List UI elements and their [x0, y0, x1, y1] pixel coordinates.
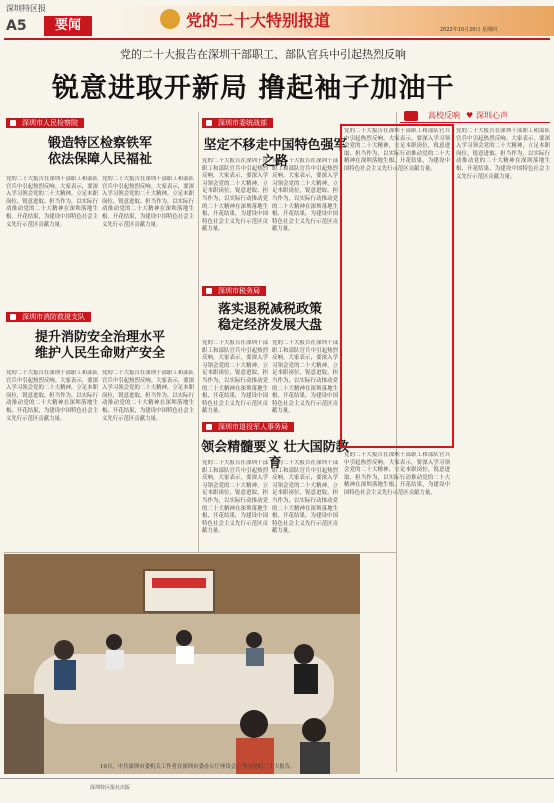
- subhead-line: 提升消防安全治理水平: [34, 330, 165, 345]
- section-body: 党的二十大报告在深圳干部职工和部队官兵中引起热烈反响。大家表示，要深入学习领会党的二十大精神，立足本职岗位，锐意进取、担当作为，以实际行动推动党的二十大精神在深圳落地生根、开花结果，为建设中国特色社会主义先行示范区贡献力量。: [272, 460, 338, 535]
- section-body: 党的二十大报告在深圳干部职工和部队官兵中引起热烈反响。大家表示，要深入学习领会党的二十大精神，立足本职岗位，锐意进取、担当作为，以实际行动推动党的二十大精神在深圳落地生根、开花结果，为建设中国特色社会主义先行示范区贡献力量。: [202, 158, 268, 233]
- section-body: 党的二十大报告在深圳干部职工和部队官兵中引起热烈反响。大家表示，要深入学习领会党的二十大精神，立足本职岗位，锐意进取、担当作为，以实际行动推动党的二十大精神在深圳落地生根、开花结果，为建设中国特色社会主义先行示范区贡献力量。: [6, 176, 98, 228]
- section-name: 要闻: [44, 16, 92, 36]
- masthead: [0, 0, 554, 40]
- section-subhead: [10, 136, 190, 168]
- section-body: 党的二十大报告在深圳干部职工和部队官兵中引起热烈反响。大家表示，要深入学习领会党的二十大精神，立足本职岗位，锐意进取、担当作为，以实际行动推动党的二十大精神在深圳落地生根、开花结果，为建设中国特色社会主义先行示范区贡献力量。: [272, 340, 338, 415]
- right-column-header: [400, 110, 550, 123]
- section-label: 深圳市人民检察院: [6, 118, 84, 128]
- special-report-banner: 党的二十大特别报道: [186, 11, 331, 30]
- right-column-body: 党的二十大报告在深圳干部职工和部队官兵中引起热烈反响。大家表示，要深入学习领会党的二十大精神，立足本职岗位，锐意进取、担当作为，以实际行动推动党的二十大精神在深圳落地生根、开花结果，为建设中国特色社会主义先行示范区贡献力量。: [344, 452, 450, 496]
- column-rule: [198, 112, 199, 552]
- highlight-box: [340, 124, 454, 448]
- section-label: 深圳市退役军人事务局: [202, 422, 294, 432]
- section-subhead: 领会精髓要义 壮大国防教育: [201, 440, 349, 471]
- highlighted-body: 党的二十大报告在深圳干部职工和部队官兵中引起热烈反响。大家表示，要深入学习领会党的二十大精神，立足本职岗位，锐意进取、担当作为，以实际行动推动党的二十大精神在深圳落地生根、开花结果，为建设中国特色社会主义先行示范区贡献力量。: [344, 128, 450, 172]
- party-emblem-icon: [160, 9, 180, 29]
- row-rule: [4, 552, 396, 553]
- right-column-body: 党的二十大报告在深圳干部职工和部队官兵中引起热烈反响。大家表示，要深入学习领会党的二十大精神，立足本职岗位，锐意进取、担当作为，以实际行动推动党的二十大精神在深圳落地生根、开花结果，为建设中国特色社会主义先行示范区贡献力量。: [456, 128, 550, 180]
- thumb-icon: [404, 111, 418, 121]
- section-subhead: [200, 302, 340, 334]
- divider: [4, 38, 550, 40]
- tag-right: 深圳心声: [476, 111, 508, 120]
- section-body: 党的二十大报告在深圳干部职工和部队官兵中引起热烈反响。大家表示，要深入学习领会党的二十大精神，立足本职岗位，锐意进取、担当作为，以实际行动推动党的二十大精神在深圳落地生根、开花结果，为建设中国特色社会主义先行示范区贡献力量。: [102, 370, 194, 422]
- meeting-photo: [4, 554, 360, 774]
- page-footer: [0, 778, 554, 803]
- footer-text: 深圳特区报社出版: [90, 785, 131, 791]
- subhead-line: 落实退税减税政策: [217, 302, 322, 317]
- section-subhead: 坚定不移走中国特色强军之路: [203, 138, 347, 169]
- paper-logo: 深圳特区报: [6, 4, 46, 13]
- section-subhead: [10, 330, 190, 362]
- section-label: 深圳市税务局: [202, 286, 266, 296]
- issue-info: 2022年10月20日 星期四: [440, 27, 498, 33]
- section-number: A5: [6, 18, 27, 34]
- photo-caption: 19日，中共深圳市委机关工作者在深圳市委办公厅座谈会上学习党的二十大报告。: [100, 764, 296, 770]
- section-body: 党的二十大报告在深圳干部职工和部队官兵中引起热烈反响。大家表示，要深入学习领会党的二十大精神，立足本职岗位，锐意进取、担当作为，以实际行动推动党的二十大精神在深圳落地生根、开花结果，为建设中国特色社会主义先行示范区贡献力量。: [6, 370, 98, 422]
- article-headline: 锐意进取开新局 撸起袖子加油干: [52, 73, 455, 104]
- subhead-line: 依法保障人民福祉: [47, 152, 152, 167]
- subhead-line: 维护人民生命财产安全: [34, 346, 165, 361]
- heart-icon: ♥: [466, 111, 474, 120]
- section-body: 党的二十大报告在深圳干部职工和部队官兵中引起热烈反响。大家表示，要深入学习领会党的二十大精神，立足本职岗位，锐意进取、担当作为，以实际行动推动党的二十大精神在深圳落地生根、开花结果，为建设中国特色社会主义先行示范区贡献力量。: [202, 340, 268, 415]
- tag-left: 高校反响: [428, 111, 460, 120]
- section-body: 党的二十大报告在深圳干部职工和部队官兵中引起热烈反响。大家表示，要深入学习领会党的二十大精神，立足本职岗位，锐意进取、担当作为，以实际行动推动党的二十大精神在深圳落地生根、开花结果，为建设中国特色社会主义先行示范区贡献力量。: [202, 460, 268, 535]
- section-label: 深圳市消防救援支队: [6, 312, 91, 322]
- article-kicker: 党的二十大报告在深圳干部职工、部队官兵中引起热烈反响: [120, 48, 406, 61]
- section-label: 深圳市委统战部: [202, 118, 273, 128]
- section-body: 党的二十大报告在深圳干部职工和部队官兵中引起热烈反响。大家表示，要深入学习领会党的二十大精神，立足本职岗位，锐意进取、担当作为，以实际行动推动党的二十大精神在深圳落地生根、开花结果，为建设中国特色社会主义先行示范区贡献力量。: [272, 158, 338, 233]
- subhead-line: 锻造特区检察铁军: [47, 136, 152, 151]
- subhead-line: 稳定经济发展大盘: [217, 318, 322, 333]
- section-body: 党的二十大报告在深圳干部职工和部队官兵中引起热烈反响。大家表示，要深入学习领会党的二十大精神，立足本职岗位，锐意进取、担当作为，以实际行动推动党的二十大精神在深圳落地生根、开花结果，为建设中国特色社会主义先行示范区贡献力量。: [102, 176, 194, 228]
